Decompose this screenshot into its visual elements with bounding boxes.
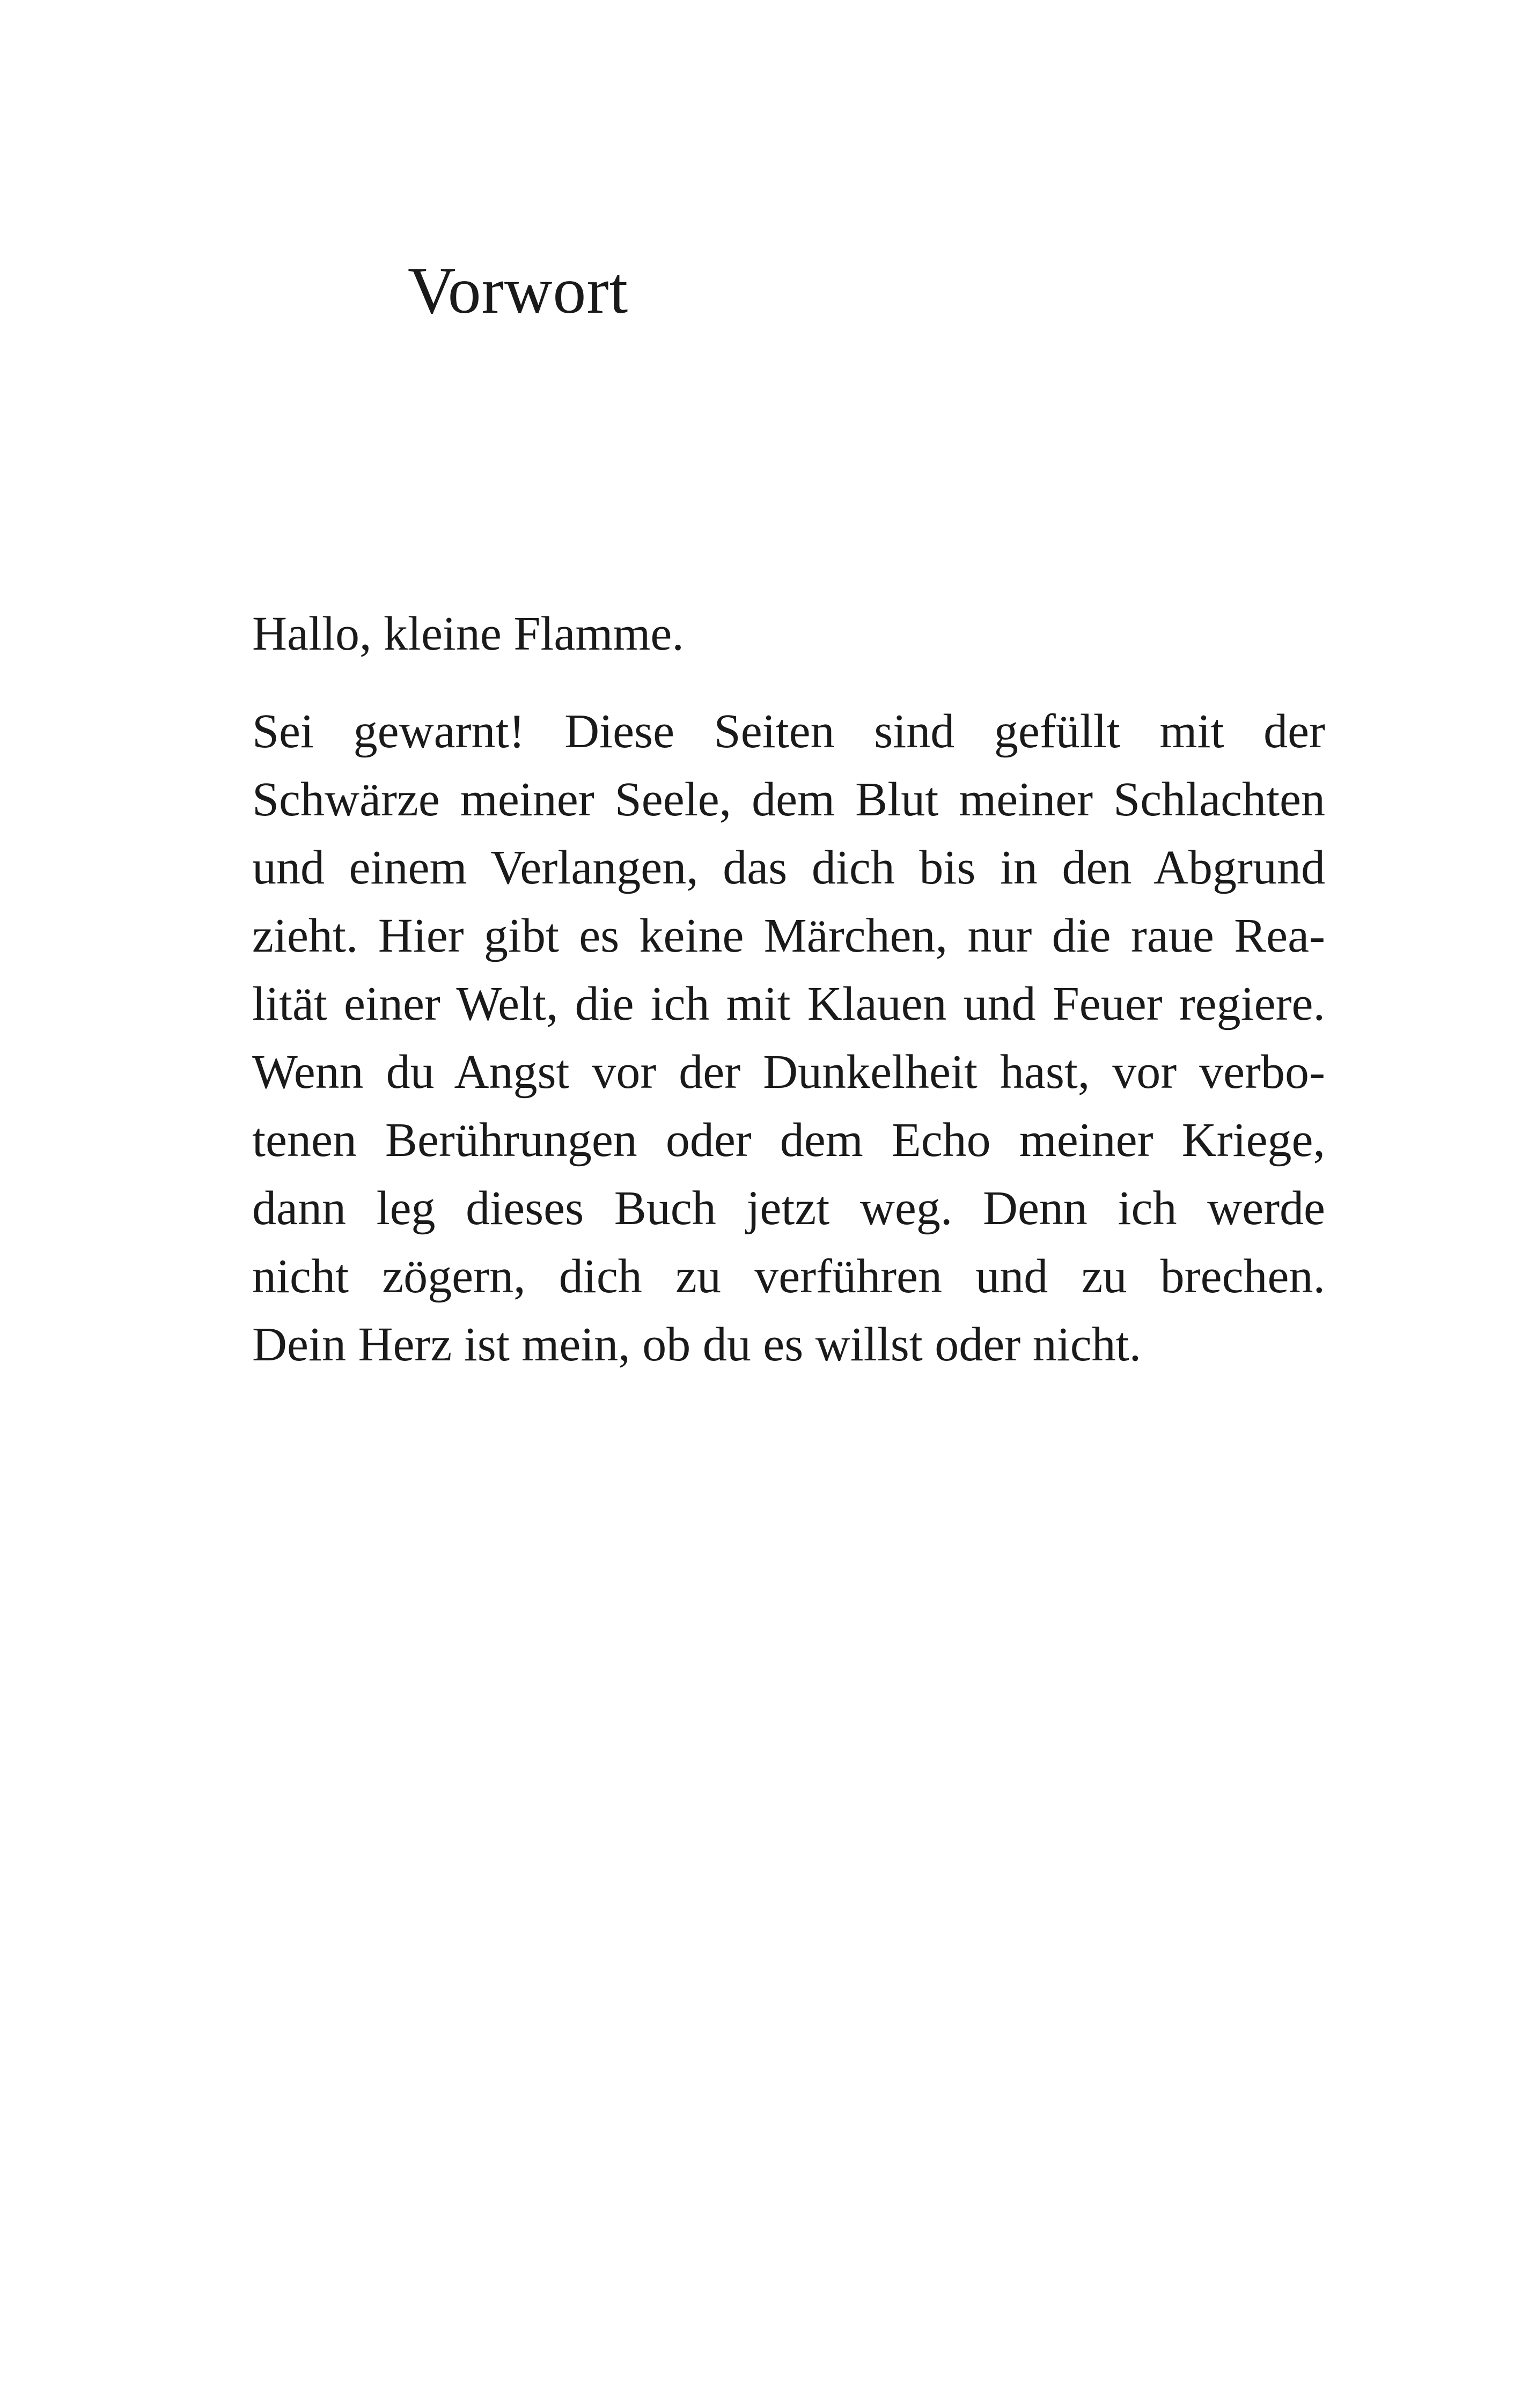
paragraph-line: lität einer Welt, die ich mit Klauen und Feuer regiere. [252,977,1325,1030]
main-paragraph [252,697,1325,1379]
paragraph-line: nicht zögern, dich zu verführen und zu brechen. [252,1250,1325,1303]
paragraph-line: Schwärze meiner Seele, dem Blut meiner Schlachten [252,773,1325,826]
greeting-line: Hallo, kleine Flamme. [252,607,684,660]
paragraph-line: dann leg dieses Buch jetzt weg. Denn ich werde [252,1182,1325,1235]
paragraph-line: zieht. Hier gibt es keine Märchen, nur die raue Rea- [252,909,1325,962]
paragraph-line: Dein Herz ist mein, ob du es willst oder nicht. [252,1318,1142,1371]
paragraph-line: tenen Berührungen oder dem Echo meiner Kriege, [252,1114,1325,1167]
paragraph-line: Wenn du Angst vor der Dunkelheit hast, vor verbo- [252,1045,1325,1099]
paragraph-line: und einem Verlangen, das dich bis in den Abgrund [252,841,1325,894]
body-text [252,600,1325,1379]
paragraph-line: Sei gewarnt! Diese Seiten sind gefüllt mit der [252,705,1325,758]
chapter-title: Vorwort [408,254,629,327]
